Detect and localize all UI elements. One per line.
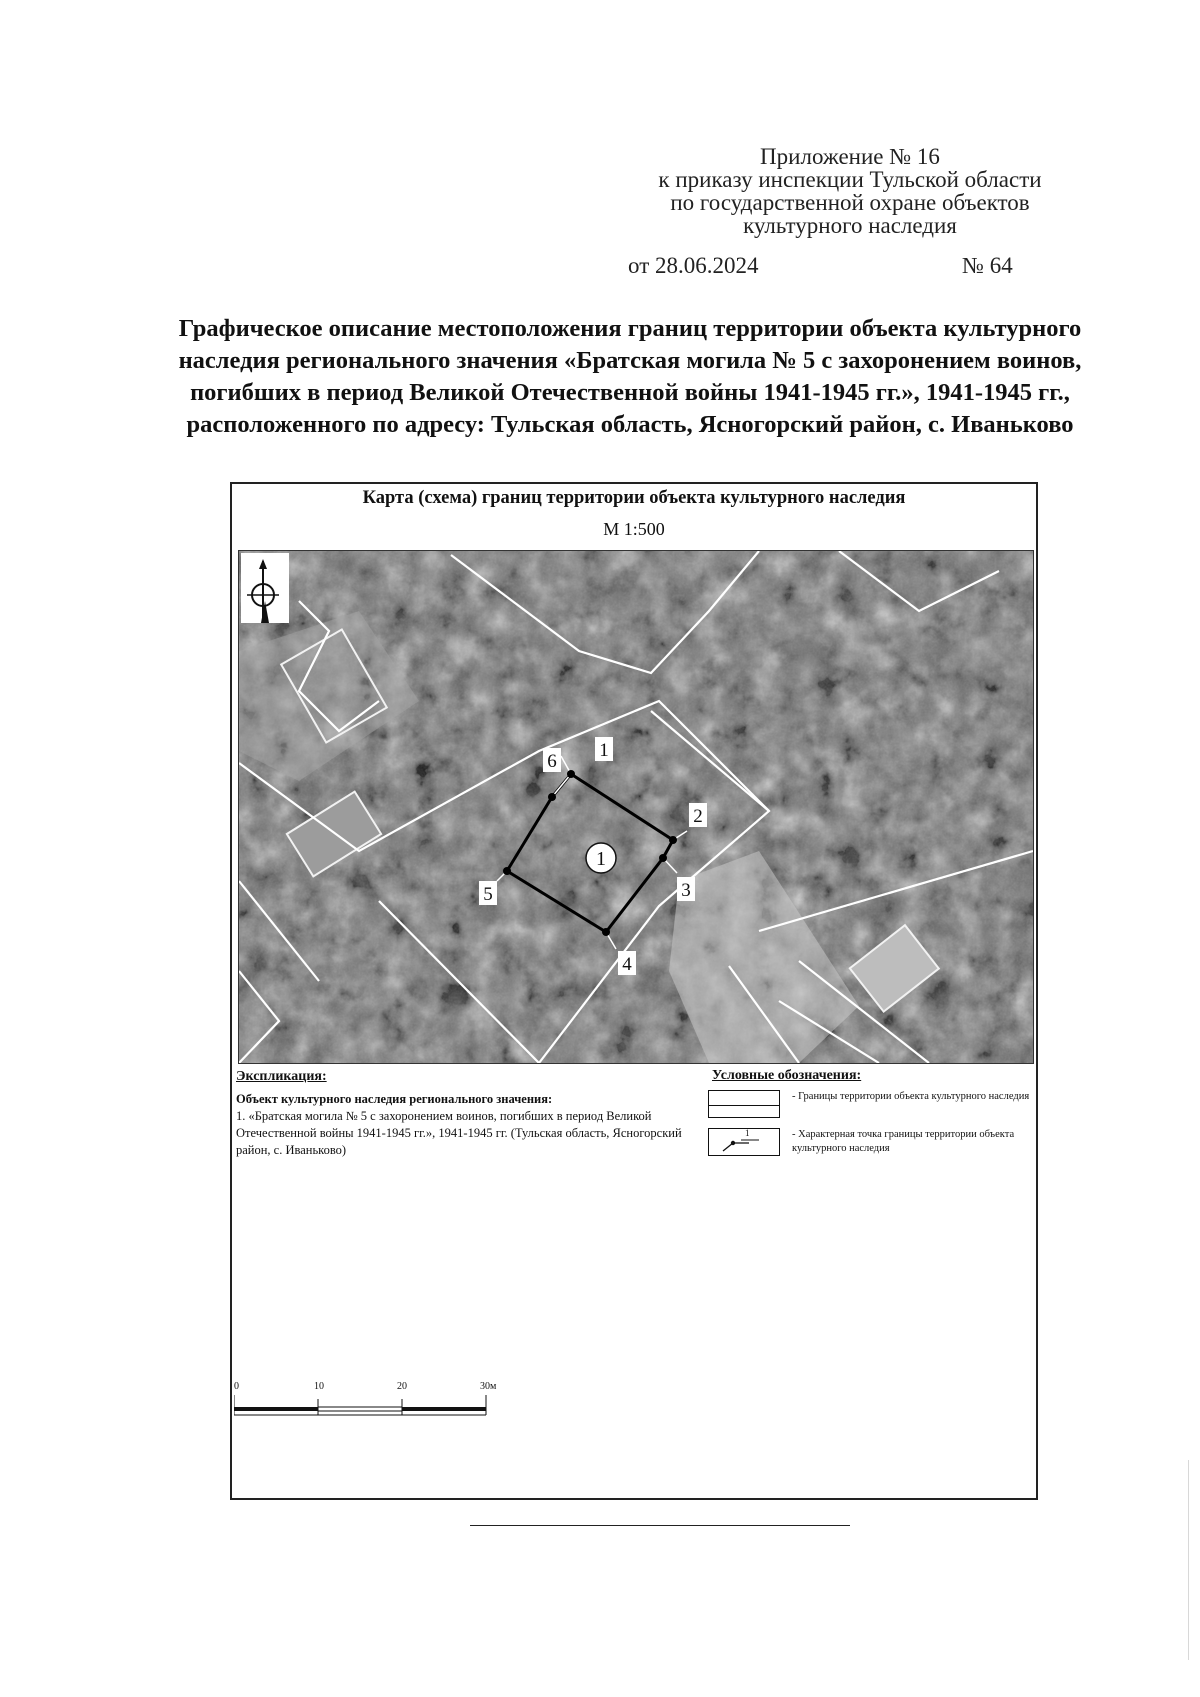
order-number: № 64 [962,253,1013,278]
explication [236,1068,696,1159]
boundary-point-5 [503,867,511,875]
appendix-header [600,145,1100,237]
point-label-6: 6 [547,751,557,772]
object-marker-label: 1 [596,848,606,870]
order-date: от 28.06.2024 [628,253,759,278]
explication-heading: Экспликация: [236,1069,327,1084]
scan-edge [1188,1460,1189,1660]
map-title: Карта (схема) границ территории объекта культурного наследия [362,488,906,508]
scale-tick-30: 30м [480,1381,497,1392]
legend-boundary-text: - Границы территории объекта культурного наследия [792,1091,1030,1102]
aerial-map [238,550,1034,1064]
point-label-3: 3 [681,880,691,901]
document-title: Графическое описание местоположения границ территории объекта культурного наследия регионального значения «Братская могила № 5 с захоронением воинов, погибших в период Великой Отечественной войны 1941-1945 гг.», 1941-1945 гг., расположенного по адресу: Тульская область, Ясногорский район, с. Иваньково [178,315,1082,438]
boundary-point-1 [567,770,575,778]
boundary-symbol [708,1090,780,1118]
point-label-4: 4 [622,954,632,975]
explication-item: 1. «Братская могила № 5 с захоронением воинов, погибших в период Великой Отечественной войны 1941-1945 гг.», 1941-1945 гг. (Тульская область, Ясногорский район, с. Иваньково) [236,1109,682,1157]
appendix-order-ref-3: культурного наследия [743,213,957,238]
boundary-point-2 [669,836,677,844]
map-scale: М 1:500 [603,519,665,539]
bottom-separator-line [470,1525,850,1526]
point-label-1: 1 [599,740,609,761]
appendix-number: Приложение № 16 [760,144,940,169]
legend-row-point [708,1128,1038,1166]
scale-bar [234,1379,534,1439]
legend-row-boundary [708,1090,1038,1128]
appendix-order-ref-2: по государственной охране объектов [670,190,1030,215]
point-label-5: 5 [483,884,493,905]
appendix-order-ref: к приказу инспекции Тульской области [658,167,1042,192]
map-frame [230,482,1038,1500]
legend [708,1068,1038,1166]
north-arrow-icon [241,553,289,623]
scale-tick-20: 20 [397,1381,407,1392]
legend-heading: Условные обозначения: [712,1068,862,1083]
point-label-2: 2 [693,806,703,827]
explication-subheading: Объект культурного наследия регионального значения: [236,1092,553,1106]
legend-point-text: - Характерная точка границы территории объекта культурного наследия [792,1129,1015,1154]
scale-tick-10: 10 [314,1381,324,1392]
boundary-point-3 [659,854,667,862]
aerial-map-svg [239,551,1033,1063]
scale-bar-svg [234,1379,534,1439]
point-symbol [708,1128,780,1156]
scale-tick-0: 0 [234,1381,239,1392]
point-symbol-label: 1 [745,1128,750,1138]
boundary-point-6 [548,793,556,801]
boundary-point-4 [602,928,610,936]
